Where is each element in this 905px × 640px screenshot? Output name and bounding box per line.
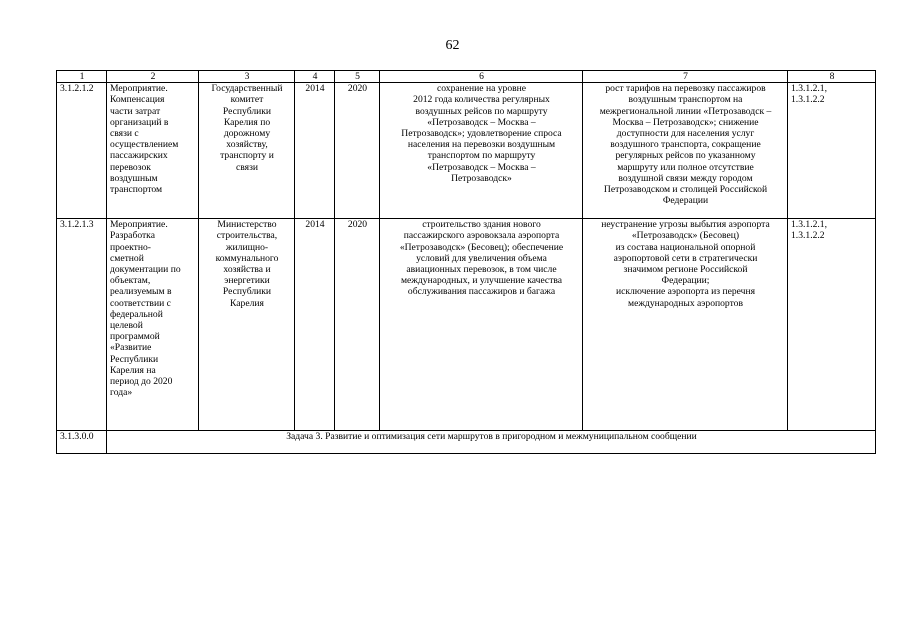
- cell-text-line: воздушного транспорта, сокращение: [610, 139, 761, 151]
- table-row: [57, 83, 876, 219]
- cell-text-line: «Петрозаводск – Москва –: [427, 116, 536, 128]
- cell-text-line: пассажирских: [110, 150, 168, 162]
- header-cell: 4: [295, 71, 335, 83]
- task-row: [57, 431, 876, 454]
- event-cell: [107, 219, 199, 431]
- header-cell: 3: [199, 71, 295, 83]
- table-row: [57, 219, 876, 431]
- cell-text-line: Карелия: [230, 297, 264, 309]
- cell-text-line: рост тарифов на перевозку пассажиров: [605, 83, 766, 95]
- indicators-cell: [788, 83, 876, 219]
- cell-text-line: строительства,: [216, 230, 278, 242]
- cell-text-line: года»: [110, 387, 133, 399]
- cell-text-line: связи с: [110, 128, 139, 140]
- cell-text-line: «Развитие: [110, 342, 152, 354]
- cell-text-line: 1.3.1.2.2: [791, 94, 825, 106]
- cell-text-line: проектно-: [110, 241, 151, 253]
- cell-text-line: Москва – Петрозаводск»; снижение: [612, 116, 759, 128]
- cell-text-line: Мероприятие.: [110, 83, 168, 95]
- cell-text-line: воздушных рейсов по маршруту: [415, 105, 548, 117]
- header-row: [57, 71, 876, 83]
- cell-text-line: документации по: [110, 264, 181, 276]
- cell-text-line: «Петрозаводск» (Бесовец): [631, 230, 740, 242]
- header-cell: 1: [57, 71, 107, 83]
- cell-text-line: 2012 года количества регулярных: [413, 94, 550, 106]
- cell-text-line: Республики: [222, 286, 272, 298]
- cell-text-line: пассажирского аэровокзала аэропорта: [403, 230, 560, 242]
- cell-text-line: программой: [110, 331, 160, 343]
- cell-text-line: обслуживания пассажиров и багажа: [407, 286, 556, 298]
- executor-cell: [199, 219, 295, 431]
- code-cell: 3.1.2.1.3: [57, 219, 107, 431]
- header-cell: 2: [107, 71, 199, 83]
- cell-text-line: международных аэропортов: [628, 297, 743, 309]
- cell-text-line: маршруту или полное отсутствие: [617, 161, 754, 173]
- cell-text-line: воздушным: [110, 172, 158, 184]
- cell-text-line: 1.3.1.2.1,: [791, 219, 827, 231]
- consequences-cell: [583, 83, 788, 219]
- cell-text-line: перевозок: [110, 161, 151, 173]
- task-title-cell: Задача 3. Развитие и оптимизация сети маршрутов в пригородном и межмуниципальном сообщении: [107, 431, 876, 454]
- cell-text-line: транспорту и: [220, 150, 274, 162]
- cell-text-line: Петрозаводск»; удовлетворение спроса: [401, 128, 562, 140]
- page-number: 62: [445, 38, 460, 53]
- cell-text-line: 1.3.1.2.2: [791, 230, 825, 242]
- cell-text-line: хозяйства и: [223, 264, 271, 276]
- consequences-cell: [583, 219, 788, 431]
- cell-text-line: федеральной: [110, 308, 163, 320]
- cell-text-line: осуществлением: [110, 139, 179, 151]
- cell-text-line: Петрозаводском и столицей Российской: [603, 184, 768, 196]
- cell-text-line: реализуемым в: [110, 286, 172, 298]
- cell-text-line: международных, и улучшение качества: [400, 275, 563, 287]
- cell-text-line: транспортом по маршруту: [427, 150, 536, 162]
- cell-text-line: Компенсация: [110, 94, 165, 106]
- cell-text-line: из состава национальной опорной: [615, 241, 756, 253]
- cell-text-line: Республики: [222, 105, 272, 117]
- cell-text-line: коммунального: [215, 252, 279, 264]
- cell-text-line: Государственный: [211, 83, 283, 95]
- cell-text-line: строительство здания нового: [422, 219, 541, 231]
- cell-text-line: населения на перевозки воздушным: [407, 139, 556, 151]
- cell-text-line: организаций в: [110, 116, 169, 128]
- cell-text-line: условий для увеличения объема: [416, 252, 547, 264]
- cell-text-line: соответствии с: [110, 297, 171, 309]
- cell-text-line: связи: [236, 161, 258, 173]
- header-cell: 5: [335, 71, 380, 83]
- cell-text-line: исключение аэропорта из перечня: [615, 286, 756, 298]
- result-cell: [380, 83, 583, 219]
- cell-text-line: период до 2020: [110, 376, 173, 388]
- indicators-cell: [788, 219, 876, 431]
- cell-text-line: регулярных рейсов по указанному: [615, 150, 756, 162]
- cell-text-line: Разработка: [110, 230, 155, 242]
- cell-text-line: авиационных перевозок, в том числе: [406, 264, 557, 276]
- result-cell: [380, 219, 583, 431]
- cell-text-line: Петрозаводск»: [451, 172, 512, 184]
- end-year-cell: 2020: [335, 83, 380, 219]
- cell-text-line: сохранение на уровне: [436, 83, 527, 95]
- cell-text-line: Мероприятие.: [110, 219, 168, 231]
- cell-text-line: неустранение угрозы выбытия аэропорта: [601, 219, 770, 231]
- cell-text-line: воздушной связи между городом: [618, 172, 753, 184]
- cell-text-line: дорожному: [223, 128, 271, 140]
- cell-text-line: межрегиональной линии «Петрозаводск –: [599, 105, 772, 117]
- cell-text-line: жилищно-: [225, 241, 269, 253]
- executor-cell: [199, 83, 295, 219]
- cell-text-line: сметной: [110, 252, 144, 264]
- header-cell: 7: [583, 71, 788, 83]
- cell-text-line: Федерации: [662, 195, 709, 207]
- code-cell: 3.1.2.1.2: [57, 83, 107, 219]
- cell-text-line: Министерство: [217, 219, 277, 231]
- cell-text-line: энергетики: [224, 275, 270, 287]
- code-cell: 3.1.3.0.0: [57, 431, 107, 454]
- header-cell: 6: [380, 71, 583, 83]
- cell-text-line: хозяйству,: [226, 139, 268, 151]
- cell-text-line: части затрат: [110, 105, 161, 117]
- cell-text-line: «Петрозаводск – Москва –: [427, 161, 536, 173]
- cell-text-line: Федерации;: [661, 275, 710, 287]
- cell-text-line: объектам,: [110, 275, 151, 287]
- cell-text-line: значимом регионе Российской: [623, 264, 748, 276]
- start-year-cell: 2014: [295, 83, 335, 219]
- cell-text-line: Карелия по: [223, 116, 271, 128]
- cell-text-line: 1.3.1.2.1,: [791, 83, 827, 95]
- cell-text-line: комитет: [230, 94, 264, 106]
- cell-text-line: транспортом: [110, 184, 163, 196]
- cell-text-line: «Петрозаводск» (Бесовец); обеспечение: [399, 241, 564, 253]
- cell-text-line: воздушным транспортом на: [628, 94, 743, 106]
- cell-text-line: доступности для населения услуг: [616, 128, 755, 140]
- event-cell: [107, 83, 199, 219]
- cell-text-line: целевой: [110, 320, 143, 332]
- header-cell: 8: [788, 71, 876, 83]
- cell-text-line: Карелия на: [110, 364, 156, 376]
- start-year-cell: 2014: [295, 219, 335, 431]
- cell-text-line: Республики: [110, 353, 159, 365]
- cell-text-line: аэропортовой сети в стратегически: [613, 252, 758, 264]
- program-table: [56, 70, 876, 454]
- end-year-cell: 2020: [335, 219, 380, 431]
